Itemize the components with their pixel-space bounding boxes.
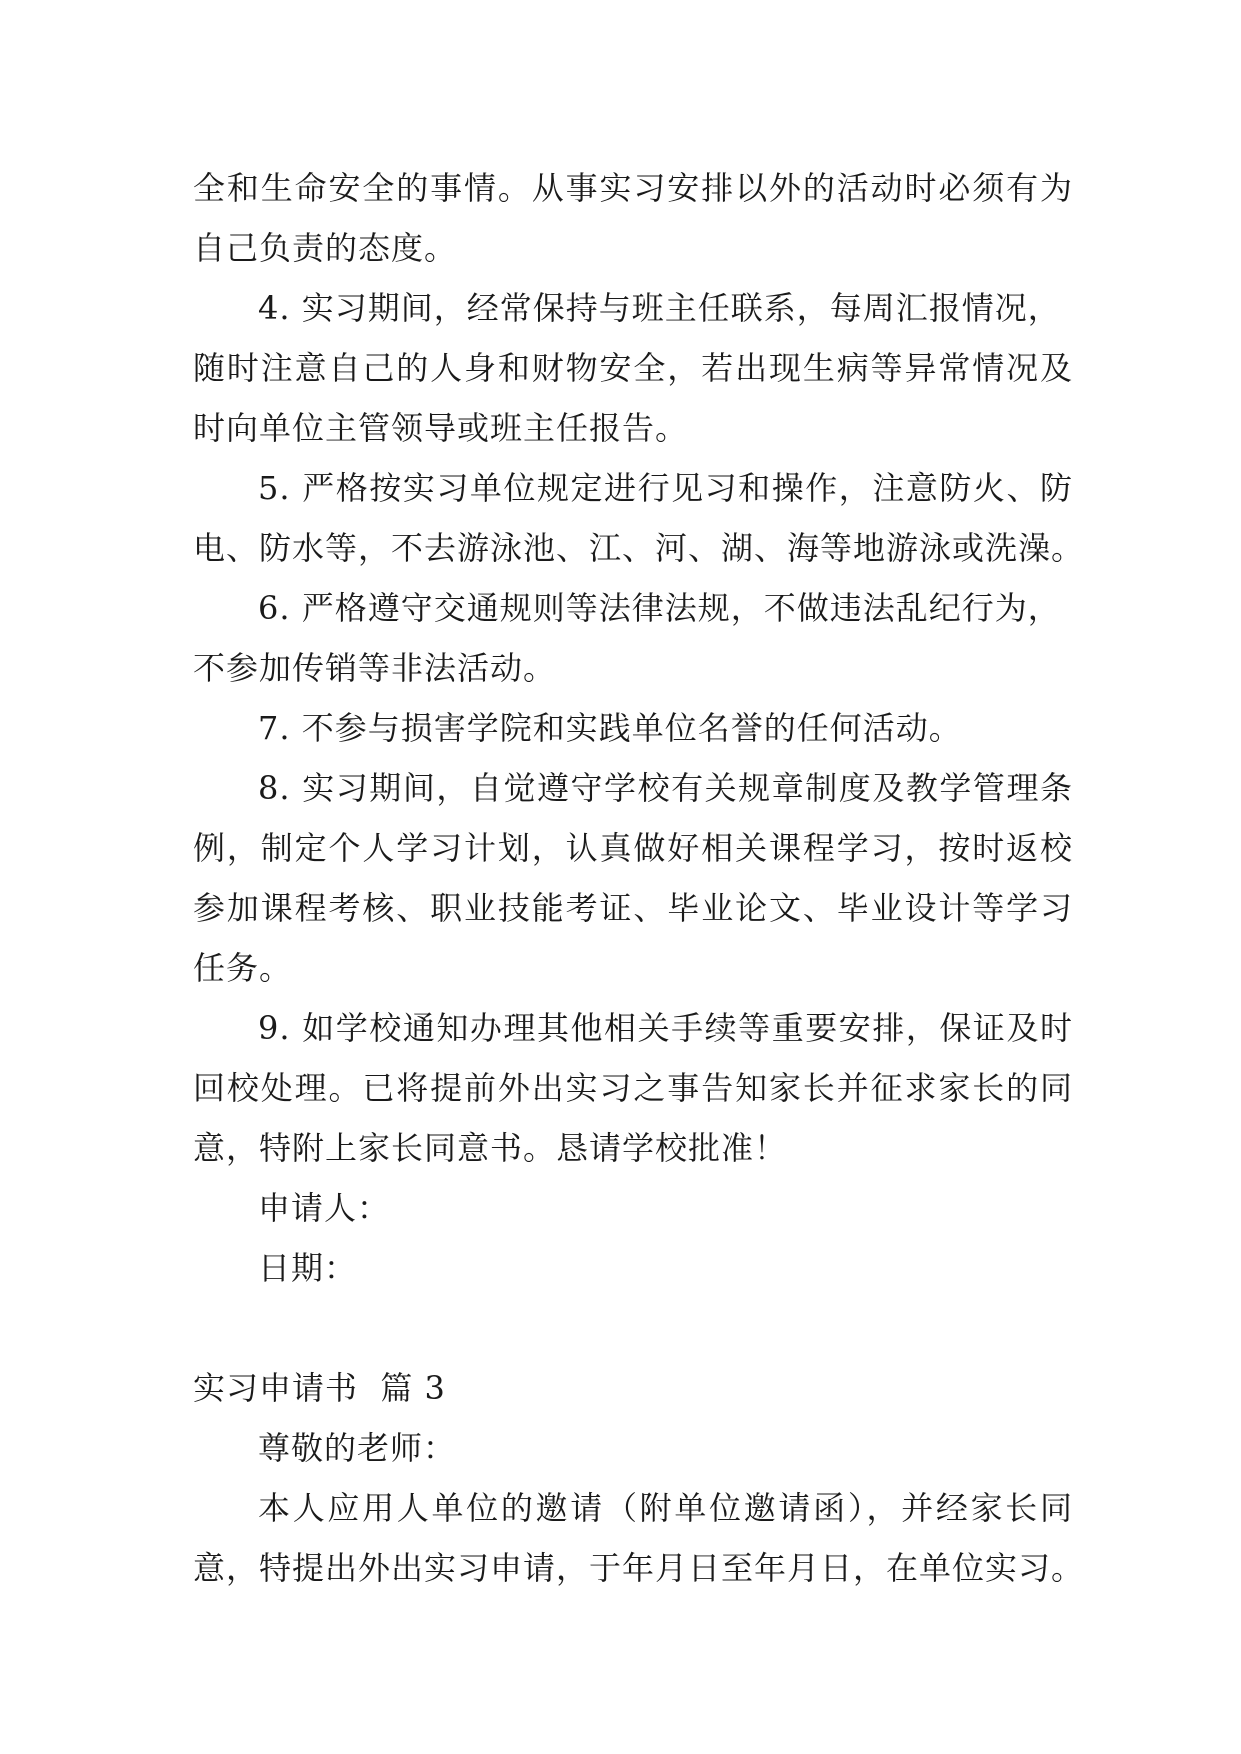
- text-line: 回校处理。已将提前外出实习之事告知家长并征求家长的同: [193, 1069, 1073, 1107]
- list-item-4: 4. 实习期间，经常保持与班主任联系，每周汇报情况，: [258, 289, 1061, 327]
- section-title: 实习申请书 篇 3: [193, 1369, 446, 1407]
- list-item-5: 5. 严格按实习单位规定进行见习和操作，注意防火、防: [258, 469, 1073, 507]
- list-item-9: 9. 如学校通知办理其他相关手续等重要安排，保证及时: [258, 1009, 1073, 1047]
- text-line: 随时注意自己的人身和财物安全，若出现生病等异常情况及: [193, 349, 1073, 387]
- text-line: 参加课程考核、职业技能考证、毕业论文、毕业设计等学习: [193, 889, 1073, 927]
- applicant-label: 申请人：: [258, 1189, 391, 1227]
- text-line: 意，特附上家长同意书。恳请学校批准！: [193, 1129, 788, 1167]
- text-line: 时向单位主管领导或班主任报告。: [193, 409, 689, 447]
- list-item-8: 8. 实习期间，自觉遵守学校有关规章制度及教学管理条: [258, 769, 1073, 807]
- text-line: 全和生命安全的事情。从事实习安排以外的活动时必须有为: [193, 169, 1073, 207]
- list-item-6: 6. 严格遵守交通规则等法律法规，不做违法乱纪行为，: [258, 589, 1061, 627]
- text-line: 意，特提出外出实习申请，于年月日至年月日，在单位实习。: [193, 1549, 1085, 1587]
- list-item-7: 7. 不参与损害学院和实践单位名誉的任何活动。: [258, 709, 962, 747]
- date-label: 日期：: [258, 1249, 358, 1287]
- text-line: 例，制定个人学习计划，认真做好相关课程学习，按时返校: [193, 829, 1073, 867]
- salutation: 尊敬的老师：: [258, 1429, 457, 1467]
- text-line: 本人应用人单位的邀请（附单位邀请函），并经家长同: [258, 1489, 1073, 1527]
- text-line: 电、防水等，不去游泳池、江、河、湖、海等地游泳或洗澡。: [193, 529, 1085, 567]
- text-line: 任务。: [193, 949, 293, 987]
- text-line: 不参加传销等非法活动。: [193, 649, 557, 687]
- text-line: 自己负责的态度。: [193, 229, 458, 267]
